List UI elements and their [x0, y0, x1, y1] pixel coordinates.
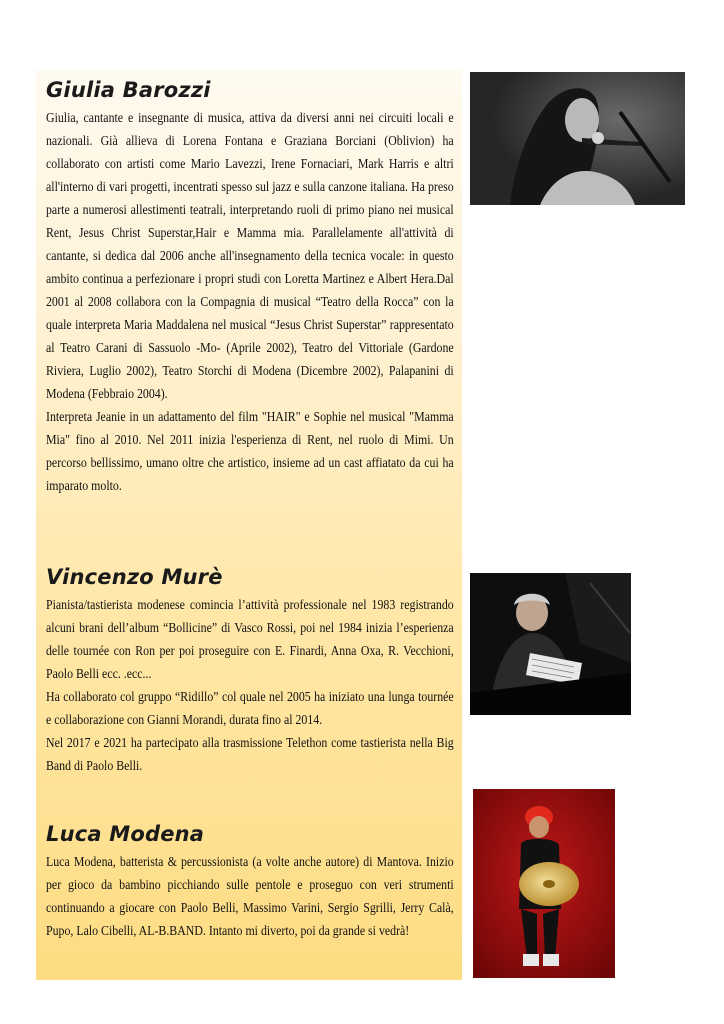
bio-vincenzo-mure	[46, 565, 454, 777]
bio-name: Luca Modena	[46, 822, 205, 846]
bio-paragraph: Ha collaborato col gruppo “Ridillo” col quale nel 2005 ha iniziato una lunga tournée e collaborazione con Gianni Morandi, durata fino al 2014.	[46, 689, 454, 727]
photo-giulia-barozzi	[470, 72, 685, 205]
bio-text	[46, 850, 454, 942]
bio-text	[46, 593, 454, 777]
bio-text	[46, 106, 454, 497]
bio-giulia-barozzi	[46, 78, 454, 497]
photo-luca-modena	[473, 789, 615, 978]
photo-vincenzo-mure	[470, 573, 631, 715]
bio-paragraph: Luca Modena, batterista & percussionista (a volte anche autore) di Mantova. Inizio per gioco da bambino picchiando sulle pentole e proseguo con veri strumenti continuando a giocare con Paolo Belli, Massimo Varini, Sergio Sgrilli, Jerry Calà, Pupo, Lalo Cibelli, AL-B.BAND. Intanto mi diverto, poi da grande si vedrà!	[46, 854, 454, 938]
bio-luca-modena	[46, 822, 454, 942]
bio-paragraph: Pianista/tastierista modenese comincia l’attività professionale nel 1983 registrando alcuni brani dell’album “Bollicine” di Vasco Rossi, poi nel 1984 inizia l’esperienza delle tournée con Ron per poi proseguire con E. Finardi, Anna Oxa, R. Vecchioni, Paolo Belli ecc. .ecc...	[46, 597, 454, 681]
bio-paragraph: Nel 2017 e 2021 ha partecipato alla trasmissione Telethon come tastierista nella Big Band di Paolo Belli.	[46, 735, 454, 773]
bio-paragraph: Giulia, cantante e insegnante di musica, attiva da diversi anni nei circuiti locali e nazionali. Già allieva di Lorena Fontana e Graziana Borciani (Oblivion) ha collaborato con artisti come Mario Lavezzi, Irene Fornaciari, Mark Harris e altri all'interno di vari progetti, incentrati spesso sul jazz e sulla canzone italiana. Ha preso parte a numerosi allestimenti teatrali, interpretando ruoli di primo piano nei musical Rent, Jesus Christ Superstar,Hair e Mamma mia. Parallelamente all'attività di cantante, si dedica dal 2006 anche all'insegnamento della tecnica vocale: in questo ambito continua a perfezionare i propri studi con Loretta Martinez e Albert Hera.Dal 2001 al 2008 collabora con la Compagnia di musical “Teatro della Rocca” con la quale interpreta Maria Maddalena nel musical “Jesus Christ Superstar” rappresentato al Teatro Carani di Sassuolo -Mo- (Aprile 2002), Teatro del Vittoriale (Gardone Riviera, Luglio 2002), Teatro Storchi di Modena (Dicembre 2002), Palapanini di Modena (Febbraio 2004).	[46, 110, 454, 401]
bio-name: Giulia Barozzi	[46, 78, 211, 102]
bio-paragraph: Interpreta Jeanie in un adattamento del film "HAIR" e Sophie nel musical "Mamma Mia" fino al 2010. Nel 2011 inizia l'esperienza di Rent, nel ruolo di Mimi. Un percorso bellissimo, umano oltre che artistico, insieme ad un cast affiatato da cui ha imparato molto.	[46, 409, 454, 493]
bio-name: Vincenzo Murè	[46, 565, 223, 589]
